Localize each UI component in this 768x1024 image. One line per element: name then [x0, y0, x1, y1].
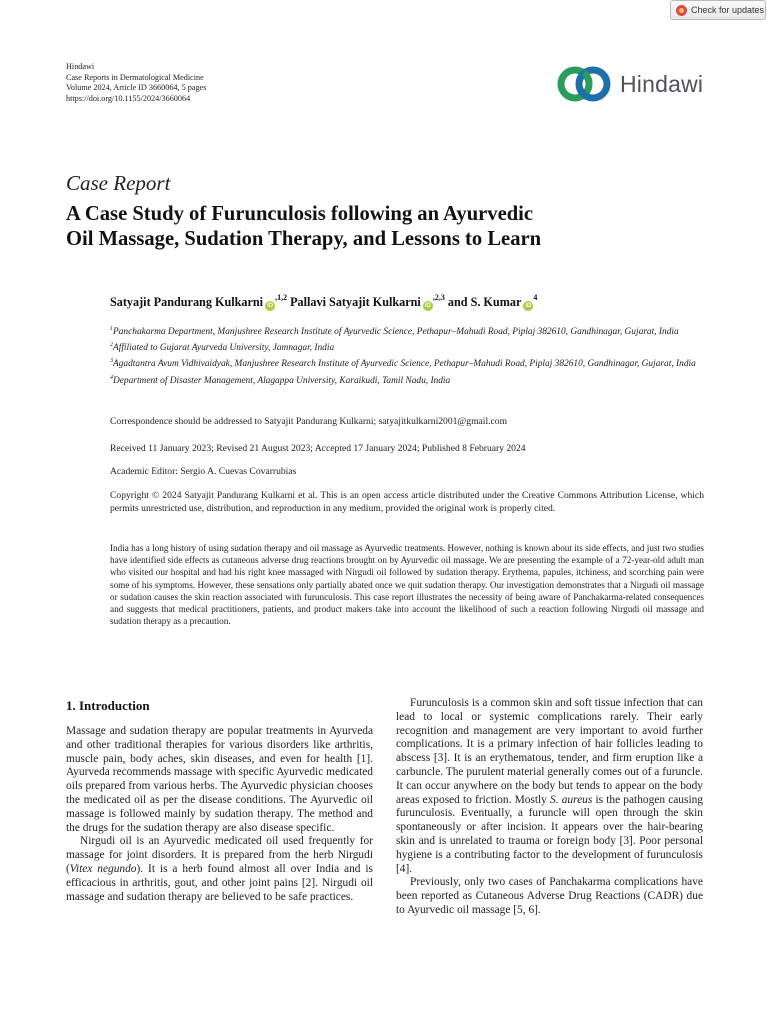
- affiliation-number: 3: [110, 358, 113, 365]
- orcid-icon[interactable]: iD: [424, 303, 431, 309]
- hindawi-logo-icon: [556, 64, 614, 104]
- abstract: India has a long history of using sudation therapy and oil massage as Ayurvedic treatments. However, nothing is known about its side effects, and just two studies have identified side effects as cutaneous adverse drug reactions brought on by Ayurvedic oil massage. We are presenting the example of a 72-year-old adult man who visited our hospital and had his right knee massaged with Nirgudi oil followed by sudation therapy. Erythema, papules, itchiness, and scorching pain were some of his symptoms. However, these sensations only partially abated once we quit sudation therapy. Our investigation demonstrates that a Nirgudi oil massage or sudation causes the skin reaction associated with furunculosis. This case report illustrates the necessity of being aware of Panchakarma-related consequences and suggests that medical practitioners, patients, and product makers take into account the likelihood of such a reaction following Nirgudi oil massage and sudation therapy as a precaution.: [110, 543, 704, 627]
- species-name: Vitex negundo: [69, 862, 137, 875]
- text-run: is the pathogen causing furunculosis. Eventually, a furuncle will open through the skin spontaneously or after incision. It appears over the hair-bearing skin and is unrelated to trauma or foreign body [3]. Poor personal hygiene is a contributing factor to the development of furunculosis [4].: [396, 793, 703, 875]
- body-paragraph: Massage and sudation therapy are popular treatments in Ayurveda and other traditional therapies for various disorders like arthritis, muscle pain, body aches, skin diseases, and even for health [1]. Ayurveda recommends massage with specific Ayurvedic medicated oils prepared from various herbs. The Ayurvedic physician chooses the medicated oil as per the disease conditions. The Ayurvedic oil massage is followed mainly by sudation therapy. The method and the drugs for the sudation therapy are also disease specific.: [66, 725, 373, 834]
- affiliation-number: 4: [110, 374, 113, 381]
- body-column-right: [396, 697, 703, 918]
- author-affiliation-ref: ,1,2: [275, 293, 288, 302]
- body-paragraph: [66, 835, 373, 904]
- section-heading: 1. Introduction: [66, 698, 150, 713]
- hindawi-logo-text: Hindawi: [620, 70, 704, 97]
- author-affiliation-ref: 4: [533, 293, 538, 302]
- author-name: Pallavi Satyajit Kulkarni: [290, 295, 421, 309]
- text-run: Nirgudi oil is an Ayurvedic medicated oil used frequently for massage for joint disorders. It is prepared from the herb Nirgudi (: [66, 835, 373, 875]
- affiliation-item: [110, 323, 710, 339]
- crossmark-icon: [676, 5, 687, 16]
- text-run: Furunculosis is a common skin and soft tissue infection that can lead to local or systemic complications rarely. Their early recognition and management are very important to avoid further complications. It is a primary infection of hair follicles leading to abscess [3]. It is an erythematous, tender, and firm eruption like a carbuncle. The purulent material generally comes out of a furuncle. It can occur anywhere on the body but tends to appear on the body areas exposed to friction. Mostly: [396, 697, 703, 806]
- affiliation-text: Agadtantra Avum Vidhivaidyak, Manjushree Research Institute of Ayurvedic Science, Pethapur–Mahudi Road, Piplaj 382610, Gandhinagar, Gujarat, India: [113, 359, 696, 370]
- body-paragraph: Previously, only two cases of Panchakarma complications have been reported as Cutaneous Adverse Drug Reactions (CADR) due to Ayurvedic oil massage [5, 6].: [396, 876, 703, 916]
- journal-name: Case Reports in Dermatological Medicine: [66, 72, 204, 82]
- article-dates: Received 11 January 2023; Revised 21 August 2023; Accepted 17 January 2024; Published 8 February 2024: [110, 443, 526, 454]
- affiliation-item: [110, 372, 710, 388]
- affiliations: [110, 323, 710, 388]
- author-conjunction: and: [447, 295, 468, 309]
- affiliation-item: [110, 339, 710, 355]
- hindawi-logo: [556, 64, 703, 104]
- copyright-notice: Copyright © 2024 Satyajit Pandurang Kulkarni et al. This is an open access article distributed under the Creative Commons Attribution License, which permits unrestricted use, distribution, and reproduction in any medium, provided the original work is properly cited.: [110, 490, 704, 514]
- doi-link[interactable]: https://doi.org/10.1155/2024/3660064: [66, 93, 191, 103]
- affiliation-number: 1: [110, 326, 113, 332]
- affiliation-text: Affiliated to Gujarat Ayurveda University, Jamnagar, India: [113, 343, 335, 354]
- affiliation-number: 2: [110, 342, 113, 349]
- affiliation-item: [110, 355, 710, 371]
- species-name: S. aureus: [550, 793, 593, 806]
- author-name: S. Kumar: [470, 295, 522, 309]
- body-paragraph: [396, 697, 703, 876]
- check-for-updates-label: Check for updates: [691, 5, 765, 15]
- author-name: Satyajit Pandurang Kulkarni: [110, 295, 264, 309]
- article-title: [66, 202, 706, 252]
- article-title-line-2: Oil Massage, Sudation Therapy, and Lessons to Learn: [66, 228, 542, 250]
- journal-meta: [66, 62, 206, 104]
- text-run: ). It is a herb found almost all over India and is efficacious in arthritis, gout, and other joint pains [2]. Nirgudi oil massage and sudation therapy are believed to be safe practices.: [66, 862, 373, 903]
- orcid-icon[interactable]: iD: [267, 303, 274, 309]
- body-column-left: [66, 697, 373, 904]
- publisher-name: Hindawi: [66, 62, 95, 71]
- affiliation-text: Panchakarma Department, Manjushree Research Institute of Ayurvedic Science, Pethapur–Mahudi Road, Piplaj 382610, Gandhinagar, Gujarat, India: [113, 327, 679, 337]
- article-title-line-1: A Case Study of Furunculosis following an Ayurvedic: [66, 203, 534, 225]
- check-for-updates-button[interactable]: [670, 0, 766, 20]
- article-type: Case Report: [66, 171, 171, 195]
- correspondence: Correspondence should be addressed to Satyajit Pandurang Kulkarni; satyajitkulkarni2001@gmail.com: [110, 416, 508, 427]
- author-list: [110, 293, 537, 311]
- author-affiliation-ref: ,2,3: [432, 293, 445, 302]
- academic-editor: Academic Editor: Sergio A. Cuevas Covarrubias: [110, 466, 297, 477]
- affiliation-text: Department of Disaster Management, Alagappa University, Karaikudi, Tamil Nadu, India: [113, 375, 451, 386]
- orcid-icon[interactable]: iD: [525, 303, 532, 309]
- volume-info: Volume 2024, Article ID 3660064, 5 pages: [66, 83, 207, 92]
